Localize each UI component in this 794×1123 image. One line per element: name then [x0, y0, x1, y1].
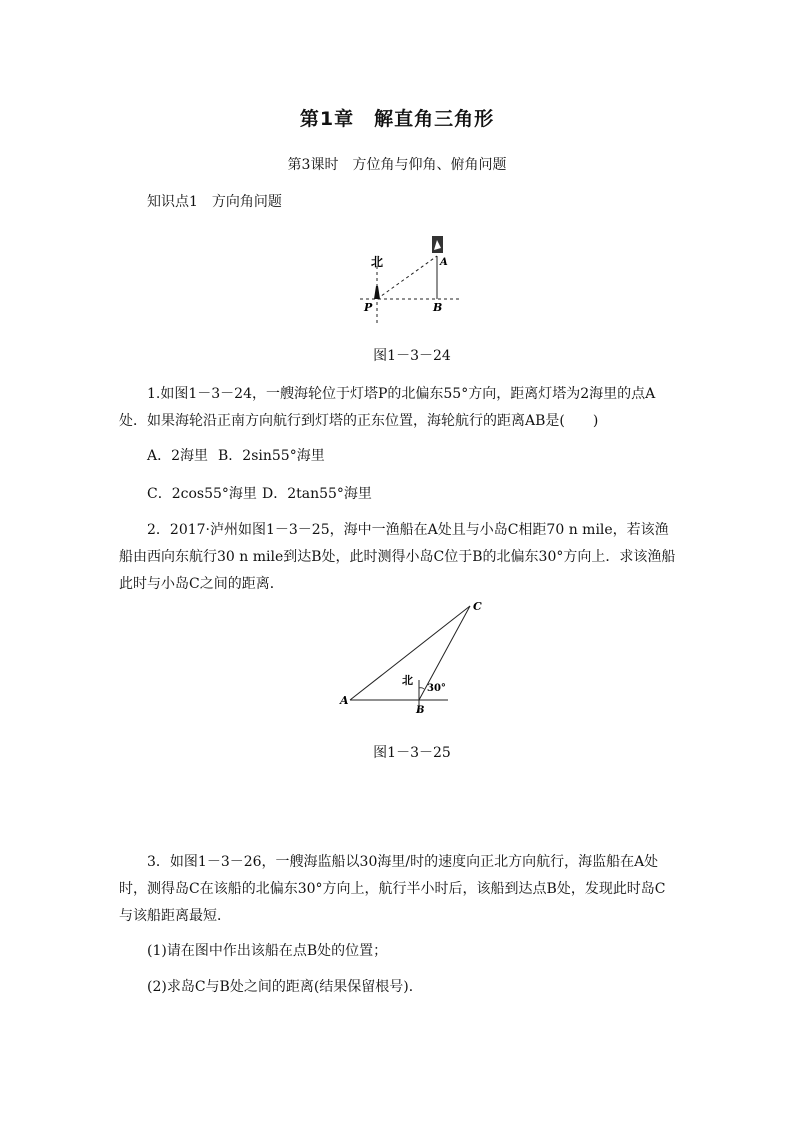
- question-1: [119, 381, 679, 435]
- label-b: B: [433, 301, 443, 314]
- question-2-text: 2．2017·泸州如图1－3－25，海中一渔船在A处且与小岛C相距70 n mile，若该渔船由西向东航行30 n mile到达B处，此时测得小岛C位于B的北偏东30°方向上．求该渔船此时与小岛C之间的距离．: [119, 522, 676, 592]
- option-c: C．2cos55°海里: [147, 486, 257, 502]
- figure-1-3-25: [336, 596, 486, 721]
- option-b: B．2sin55°海里: [218, 448, 325, 464]
- question-3-text: 3．如图1－3－26，一艘海监船以30海里/时的速度向正北方向航行，海监船在A处时，测得岛C在该船的北偏东30°方向上，航行半小时后，该船到达点B处，发现此时岛C与该船距离最短．: [119, 854, 666, 924]
- lighthouse-icon: [374, 286, 380, 299]
- angle-arc: [419, 688, 424, 689]
- question-3: [119, 849, 679, 930]
- figure-caption-24: 图1－3－24: [373, 348, 451, 364]
- figure-1-3-24: [355, 228, 470, 323]
- label-north: 北: [402, 674, 413, 687]
- figure-caption-25: 图1－3－25: [373, 745, 451, 761]
- option-d: D．2tan55°海里: [262, 486, 372, 502]
- label-p: P: [364, 301, 373, 314]
- lesson-subtitle: 第3课时 方位角与仰角、俯角问题: [287, 157, 507, 173]
- option-a: A．2海里: [147, 448, 209, 464]
- question-2: [119, 517, 679, 598]
- label-a: A: [340, 694, 349, 707]
- label-c: C: [473, 600, 482, 613]
- chapter-title: 第1章 解直角三角形: [299, 108, 495, 130]
- question-1-text: 1.如图1－3－24，一艘海轮位于灯塔P的北偏东55°方向，距离灯塔为2海里的点A处．如果海轮沿正南方向航行到灯塔的正东位置，海轮航行的距离AB是( ): [119, 386, 656, 429]
- label-a: A: [440, 257, 448, 268]
- label-north: 北: [371, 255, 384, 269]
- segment-pa: [377, 256, 437, 299]
- label-angle: 30°: [427, 683, 446, 694]
- question-3-part-1: (1)请在图中作出该船在点B处的位置；: [147, 943, 388, 959]
- question-3-part-2: (2)求岛C与B处之间的距离(结果保留根号)．: [147, 979, 423, 995]
- label-b: B: [416, 705, 425, 716]
- section-heading: 知识点1 方向角问题: [147, 194, 282, 210]
